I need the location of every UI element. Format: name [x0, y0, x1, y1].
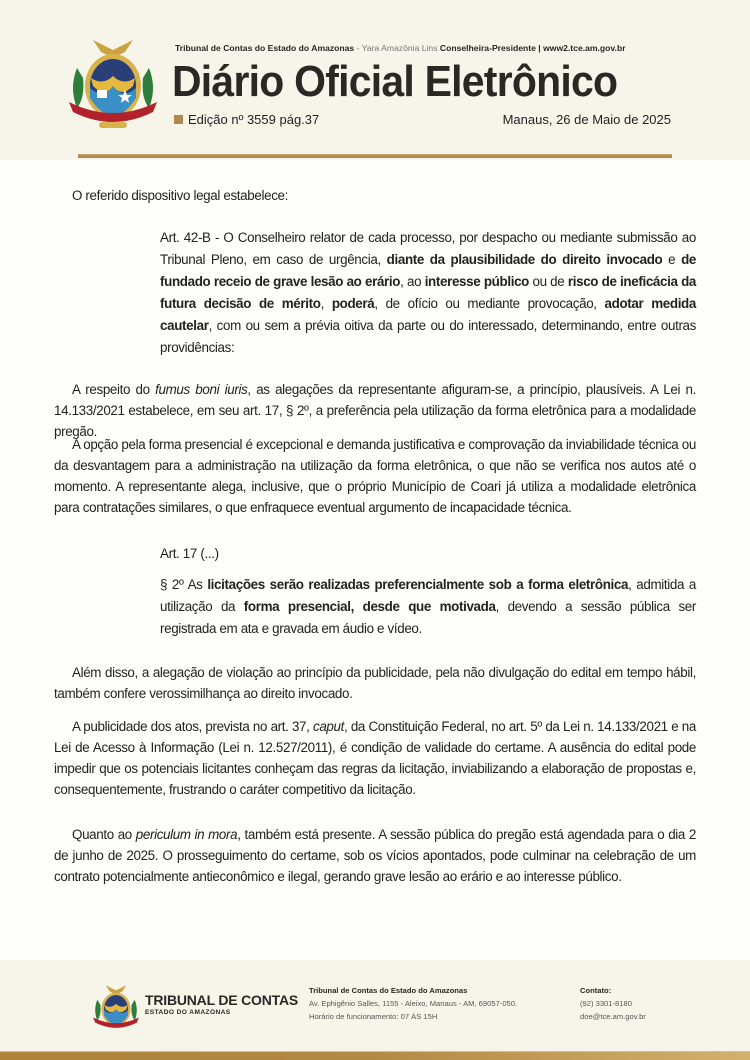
crest-icon [62, 28, 164, 132]
publication-date: Manaus, 26 de Maio de 2025 [502, 112, 671, 127]
italic-text-run: fumus boni iuris [155, 382, 248, 397]
text-run: , de ofício ou mediante provocação, [374, 296, 605, 311]
text-run: e [662, 252, 682, 267]
footer-address-line: Av. Ephigênio Salles, 1155 - Aleixo, Manaus - AM, 69057-050. [309, 999, 518, 1008]
paragraph-fumus [54, 379, 696, 442]
text-run: , com ou sem a prévia oitiva da parte ou do interessado, determinando, entre outras providências: [160, 318, 696, 355]
separator: - [354, 43, 362, 53]
footer-hours: Horário de funcionamento: 07 ÀS 15H [309, 1012, 438, 1021]
footer-address-title: Tribunal de Contas do Estado do Amazonas [309, 986, 468, 995]
bold-text-run: risco de ineficácia da futura decisão de mérito [160, 274, 697, 311]
bold-text-run: forma presencial, desde que motivada [243, 599, 496, 614]
bold-text-run: interesse público [424, 274, 529, 289]
quote-art-17-paragraph [160, 574, 696, 640]
website-link[interactable]: www2.tce.am.gov.br [543, 43, 626, 53]
italic-text-run: caput [312, 719, 344, 734]
square-bullet-icon [174, 115, 183, 124]
edition-number: Edição nº 3559 pág.37 [188, 112, 320, 127]
pipe: | [535, 43, 544, 53]
bold-text-run: de fundado receio de grave lesão ao erário [160, 252, 696, 289]
paragraph-publicidade-atos [54, 716, 696, 800]
bold-text-run: diante da plausibilidade do direito invocado [386, 252, 663, 267]
text-run: , ao [400, 274, 425, 289]
footer-brand-main: TRIBUNAL DE CONTAS [145, 992, 298, 1008]
text-run: § 2º As [160, 577, 208, 592]
footer-address [309, 984, 517, 1023]
footer-contact [580, 984, 646, 1023]
bold-text-run: poderá [331, 296, 375, 311]
page-title: Diário Oficial Eletrônico [172, 57, 618, 106]
footer-gold-bar [0, 1051, 750, 1060]
paragraph-publicidade: Além disso, a alegação de violação ao princípio da publicidade, pela não divulgação do edital em tempo hábil, também confere verossimilhança ao direito invocado. [54, 665, 696, 701]
header-divider [78, 154, 672, 158]
footer-crest-icon [90, 978, 142, 1034]
footer-brand [145, 992, 298, 1016]
footer-phone: (92) 3301-8180 [580, 999, 632, 1008]
president-name: Yara Amazônia Lins [361, 43, 438, 53]
page-footer [0, 960, 750, 1060]
footer-brand-sub: ESTADO DO AMAZONAS [145, 1009, 231, 1016]
president-title: Conselheira-Presidente [439, 43, 536, 53]
text-run: , da Constituição Federal, no art. 5º da Lei n. 14.133/2021 e na Lei de Acesso à Informação (Lei n. 12.527/2011), é condição de validade do certame. A ausência do edital pode impedir que os potenciais licitantes conheçam das regras da licitação, inviabilizando a elaboração de propostas e, consequentemente, frustrando o caráter competitivo da licitação. [54, 719, 696, 797]
text-run: , admitida a utilização da [160, 577, 696, 614]
text-run: ou de [529, 274, 568, 289]
text-run: , [320, 296, 332, 311]
paragraph-intro: O referido dispositivo legal estabelece: [72, 188, 289, 203]
italic-text-run: periculum in mora [135, 827, 238, 842]
text-run: , as alegações da representante afiguram-se, a princípio, plausíveis. A Lei n. 14.133/2021 estabelece, em seu art. 17, § 2º, a preferência pela utilização da forma eletrônica para a modalidade pregão. [54, 382, 696, 439]
org-name: Tribunal de Contas do Estado do Amazonas [175, 43, 355, 53]
quote-art-42b [160, 227, 696, 359]
edition-info [174, 112, 319, 127]
text-run: Art. 42-B - O Conselheiro relator de cada processo, por despacho ou mediante submissão ao Tribunal Pleno, em caso de urgência, [160, 230, 696, 267]
header-info-line [175, 43, 695, 53]
text-run: A publicidade dos atos, prevista no art. 37, [72, 719, 313, 734]
text-run: , também está presente. A sessão pública do pregão está agendada para o dia 2 de junho de 2025. O prosseguimento do certame, sob os vícios apontados, pode culminar na celebração de um contrato potencialmente antieconômico e ilegal, gerando grave lesão ao erário e ao interesse público. [54, 827, 696, 884]
footer-email-link[interactable]: doe@tce.am.gov.br [580, 1012, 646, 1021]
paragraph-periculum [54, 824, 696, 887]
text-run: Quanto ao [72, 827, 136, 842]
text-run: , devendo a sessão pública ser registrada em ata e gravada em áudio e vídeo. [160, 599, 696, 636]
text-run: A respeito do [72, 382, 156, 397]
quote-art-17-title: Art. 17 (...) [160, 546, 219, 561]
bold-text-run: adotar medida cautelar [160, 296, 696, 333]
footer-contact-title: Contato: [580, 986, 612, 995]
paragraph-opcao-presencial: A opção pela forma presencial é excepcional e demanda justificativa e comprovação da inviabilidade técnica ou da desvantagem para a administração na utilização da forma eletrônica, o que não se verifica nos autos até o momento. A representante alega, inclusive, que o próprio Município de Coari já utiliza a modalidade eletrônica para contratações similares, o que enfraquece eventual argumento de incapacidade técnica. [54, 437, 696, 515]
page-header [0, 0, 750, 160]
bold-text-run: licitações serão realizadas preferencialmente sob a forma eletrônica [207, 577, 629, 592]
